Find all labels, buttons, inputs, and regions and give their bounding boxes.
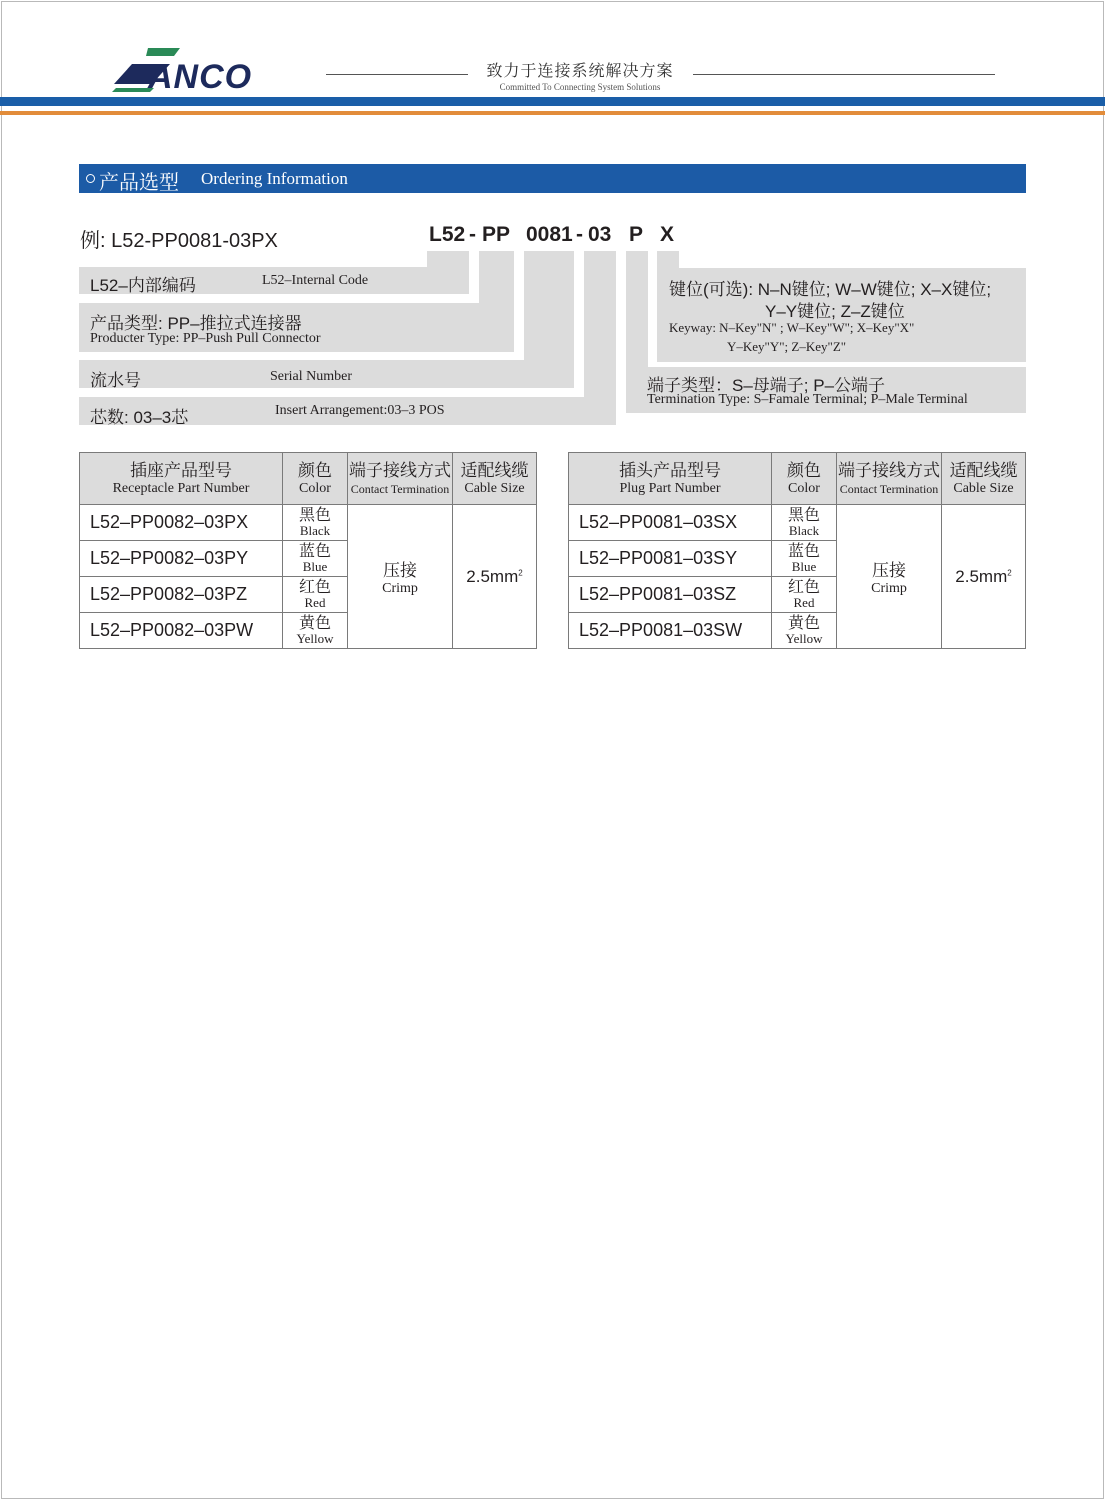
table-row: [569, 505, 1026, 541]
header-band-blue: [0, 97, 1105, 106]
plug-table: [568, 452, 1026, 649]
color-cn: 蓝色: [787, 543, 820, 560]
code-part-keyway: X: [660, 223, 675, 246]
header-cn: 端子接线方式: [349, 460, 451, 480]
color-cell: [772, 577, 837, 613]
table-header-row: [569, 453, 1026, 505]
section-title-cn: 产品选型: [99, 172, 179, 194]
field-cores-en: Insert Arrangement:03–3 POS: [275, 403, 445, 418]
color-cn: 红色: [787, 579, 820, 596]
code-part-serial: 0081: [526, 223, 573, 246]
field-internal-en: L52–Internal Code: [262, 273, 369, 288]
color-cn: 蓝色: [298, 543, 331, 560]
code-part-termination: P: [629, 223, 644, 246]
color-cell: [283, 541, 348, 577]
color-en: Black: [299, 523, 331, 538]
termination-en: Crimp: [871, 581, 907, 596]
color-en: Black: [788, 523, 820, 538]
color-en: Yellow: [296, 631, 334, 646]
header-part-number: [569, 453, 772, 505]
field-termination-en: Termination Type: S–Famale Terminal; P–Male Terminal: [647, 392, 968, 407]
color-cn: 黑色: [787, 507, 820, 524]
cable-sup: 2: [1007, 567, 1012, 577]
cable-cell: [453, 505, 537, 649]
header-cn: 颜色: [298, 460, 332, 480]
part-number: L52–PP0082–03PW: [80, 613, 283, 649]
cable-sup: 2: [518, 567, 523, 577]
color-cell: [283, 613, 348, 649]
header-cable: [942, 453, 1026, 505]
header-cn: 端子接线方式: [838, 460, 940, 480]
svg-text:ANCO: ANCO: [148, 58, 253, 96]
cable-size: 2.5mm: [466, 566, 519, 586]
header-part-number: [80, 453, 283, 505]
termination-en: Crimp: [382, 581, 418, 596]
header-en: Plug Part Number: [619, 480, 721, 496]
header-cn: 插头产品型号: [619, 460, 721, 480]
table-row: [80, 505, 537, 541]
header-color: [772, 453, 837, 505]
code-part-cores: 03: [588, 223, 612, 246]
field-internal-cn: L52–内部编码: [90, 276, 196, 295]
color-en: Yellow: [785, 631, 823, 646]
slogan-cn: 致力于连接系统解决方案: [486, 63, 674, 80]
termination-cn: 压接: [872, 561, 906, 580]
header-en: Cable Size: [464, 480, 525, 496]
header-en: Contact Termination: [839, 481, 939, 496]
slogan: [470, 58, 690, 92]
color-cell: [772, 541, 837, 577]
header-cn: 插座产品型号: [130, 460, 232, 480]
color-cn: 黄色: [787, 615, 820, 632]
termination-cn: 压接: [383, 561, 417, 580]
color-cell: [283, 505, 348, 541]
field-keyway-cn-2: Y–Y键位; Z–Z键位: [765, 302, 905, 321]
code-separator: -: [576, 223, 583, 246]
receptacle-table: [79, 452, 537, 649]
color-cn: 黑色: [298, 507, 331, 524]
code-part-type: PP: [482, 223, 511, 246]
color-cn: 黄色: [298, 615, 331, 632]
section-title-en: Ordering Information: [201, 169, 348, 188]
header-band-orange: [0, 111, 1105, 115]
termination-cell: [837, 505, 942, 649]
color-en: Blue: [302, 559, 328, 574]
field-serial-cn: 流水号: [90, 371, 141, 390]
code-part-series: L52: [429, 223, 466, 246]
table-header-row: [80, 453, 537, 505]
header-cn: 颜色: [787, 460, 821, 480]
part-number: L52–PP0081–03SZ: [569, 577, 772, 613]
field-type-cn: 产品类型: PP–推拉式连接器: [90, 314, 302, 333]
part-number: L52–PP0082–03PY: [80, 541, 283, 577]
example-code: 例: L52-PP0081-03PX: [80, 230, 278, 252]
color-cn: 红色: [298, 579, 331, 596]
part-number: L52–PP0081–03SX: [569, 505, 772, 541]
header-termination: [837, 453, 942, 505]
part-number: L52–PP0081–03SW: [569, 613, 772, 649]
header-en: Receptacle Part Number: [112, 480, 250, 496]
header-termination: [348, 453, 453, 505]
field-termination-cn: 端子类型：S–母端子; P–公端子: [647, 376, 886, 395]
cable-size: 2.5mm: [955, 566, 1008, 586]
field-type-en: Producter Type: PP–Push Pull Connector: [90, 331, 321, 346]
header-en: Color: [788, 480, 820, 496]
part-number: L52–PP0082–03PX: [80, 505, 283, 541]
header-color: [283, 453, 348, 505]
header-en: Color: [299, 480, 331, 496]
header-en: Cable Size: [953, 480, 1014, 496]
code-separator: -: [469, 223, 476, 246]
field-keyway-cn: 键位(可选): N–N键位; W–W键位; X–X键位;: [669, 280, 992, 299]
header-cn: 适配线缆: [460, 460, 529, 480]
field-keyway-en: Keyway: N–Key"N" ; W–Key"W"; X–Key"X": [669, 320, 915, 335]
header-en: Contact Termination: [350, 481, 450, 496]
sanco-logo: [108, 44, 288, 96]
bullet-circle-icon: [86, 174, 95, 183]
color-cell: [772, 505, 837, 541]
color-cell: [283, 577, 348, 613]
field-serial-en: Serial Number: [270, 369, 353, 384]
color-en: Red: [304, 595, 326, 610]
color-en: Blue: [791, 559, 817, 574]
part-number: L52–PP0082–03PZ: [80, 577, 283, 613]
color-cell: [772, 613, 837, 649]
field-cores-cn: 芯数: 03–3芯: [90, 408, 189, 427]
header-cn: 适配线缆: [949, 460, 1018, 480]
slogan-en: Committed To Connecting System Solutions: [499, 82, 661, 92]
cable-cell: [942, 505, 1026, 649]
header-rule-left: [326, 74, 468, 75]
header-rule-right: [693, 74, 995, 75]
header-cable: [453, 453, 537, 505]
termination-cell: [348, 505, 453, 649]
field-keyway-en-2: Y–Key"Y"; Z–Key"Z": [727, 339, 847, 354]
part-number: L52–PP0081–03SY: [569, 541, 772, 577]
color-en: Red: [793, 595, 815, 610]
section-title-bar: [79, 164, 1026, 193]
